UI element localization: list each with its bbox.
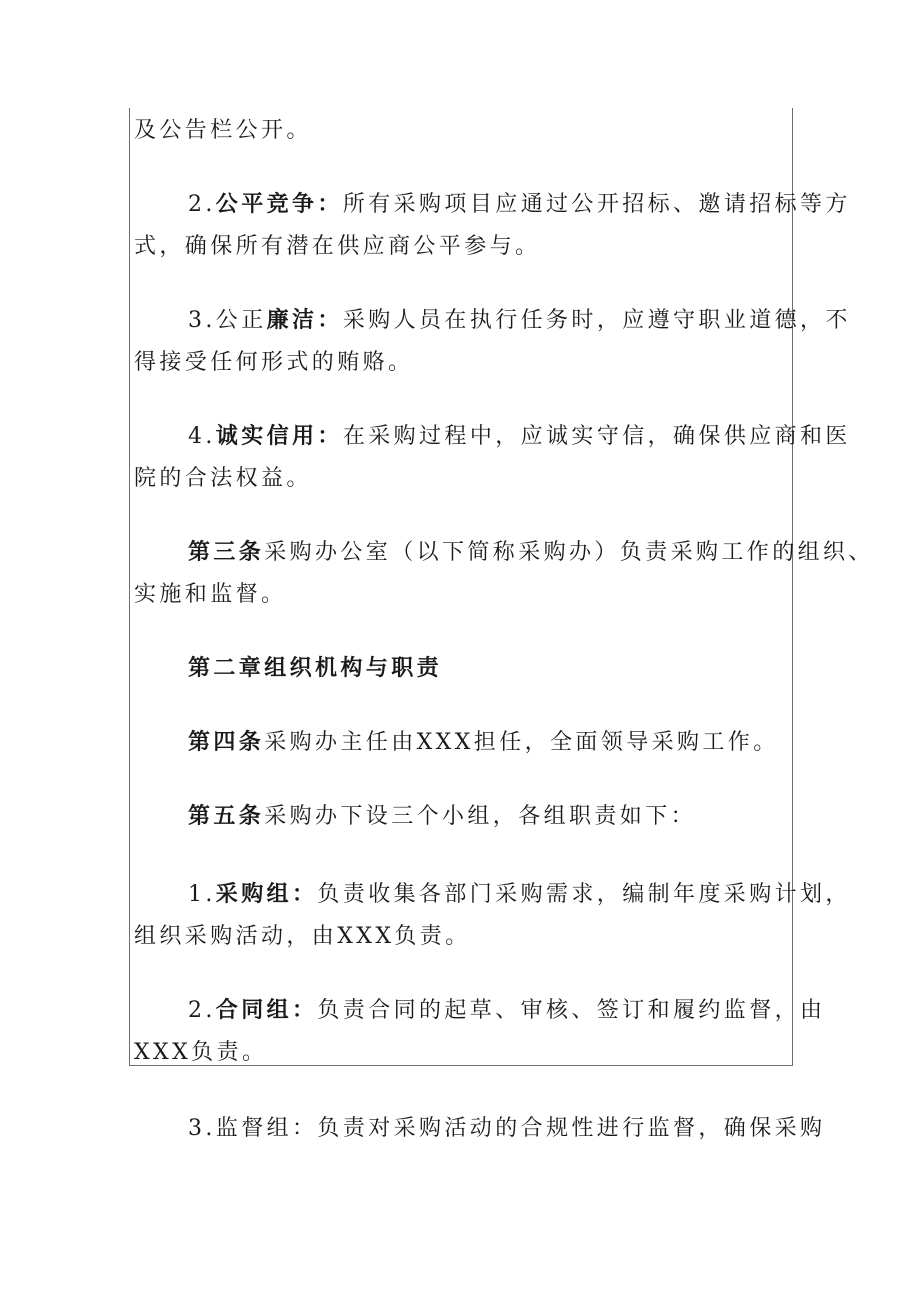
item-number: 2. (188, 998, 216, 1023)
text: 监督组：负责对采购活动的合规性进行监督，确保采购 (215, 1116, 826, 1141)
chapter-heading (188, 654, 442, 684)
group-1-line-2 (134, 922, 471, 952)
text: 院的合法权益。 (134, 466, 312, 491)
group-2-line-1 (188, 996, 825, 1026)
text: 负责合同的起草、审核、签订和履约监督，由 (317, 998, 826, 1023)
paragraph-3-line-1 (188, 306, 851, 336)
article-heading: 第五条 (188, 804, 265, 829)
text: 采购办主任由XXX担任，全面领导采购工作。 (264, 730, 779, 755)
text: 在采购过程中，应诚实守信，确保供应商和医 (342, 424, 851, 449)
article-heading: 第四条 (188, 730, 265, 755)
item-number: 1. (188, 882, 216, 907)
text: 负责收集各部门采购需求，编制年度采购计划， (317, 882, 851, 907)
text: 及公告栏公开。 (134, 118, 312, 143)
group-1-line-1 (188, 880, 851, 910)
text: 采购办公室（以下简称采购办）负责采购工作的组织、 (264, 540, 874, 565)
article-heading: 第三条 (188, 540, 265, 565)
item-heading: 廉洁： (266, 308, 343, 333)
item-number: 2. (188, 192, 216, 217)
text: 公正 (215, 308, 267, 333)
text: 得接受任何形式的贿赂。 (134, 350, 414, 375)
item-heading: 合同组： (215, 998, 318, 1023)
item-heading: 诚实信用： (215, 424, 343, 449)
text: 所有采购项目应通过公开招标、邀请招标等方 (342, 192, 851, 217)
item-number: 3. (188, 1116, 216, 1141)
group-2-line-2 (134, 1038, 267, 1068)
paragraph-2-line-1 (188, 190, 851, 220)
paragraph-2-line-2 (134, 232, 540, 262)
item-number: 4. (188, 424, 216, 449)
item-number: 3. (188, 308, 216, 333)
text: 实施和监督。 (134, 582, 287, 607)
article-3-line-2 (134, 580, 286, 610)
article-5-line-1 (188, 802, 696, 832)
text: 式，确保所有潜在供应商公平参与。 (134, 234, 541, 259)
chapter-title: 第二章组织机构与职责 (188, 656, 443, 681)
paragraph-1-line-1 (134, 116, 312, 146)
group-3-line-1 (188, 1114, 825, 1144)
article-4-line-1 (188, 728, 779, 758)
text: 组织采购活动，由XXX负责。 (134, 924, 471, 949)
paragraph-3-line-2 (134, 348, 413, 378)
text: XXX负责。 (134, 1040, 268, 1065)
item-heading: 采购组： (215, 882, 318, 907)
paragraph-4-line-1 (188, 422, 851, 452)
text: 采购办下设三个小组，各组职责如下： (264, 804, 697, 829)
item-heading: 公平竞争： (215, 192, 343, 217)
paragraph-4-line-2 (134, 464, 312, 494)
text: 采购人员在执行任务时，应遵守职业道德，不 (342, 308, 851, 333)
article-3-line-1 (188, 538, 874, 568)
